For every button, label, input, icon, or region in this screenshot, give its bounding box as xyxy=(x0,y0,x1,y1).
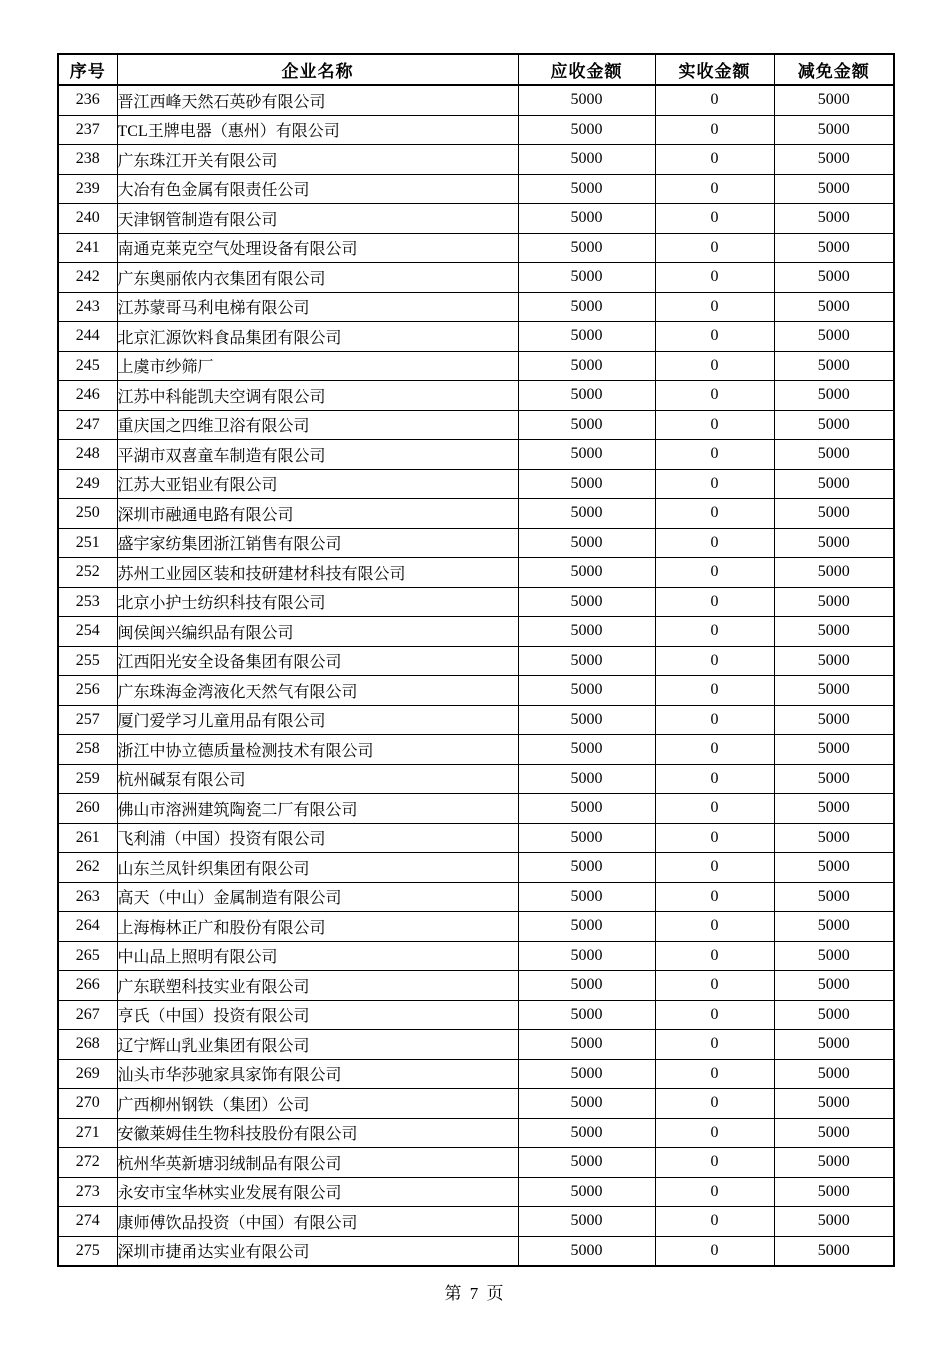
serial-number-cell: 271 xyxy=(58,1118,117,1148)
serial-number-cell: 263 xyxy=(58,882,117,912)
receivable-amount-cell: 5000 xyxy=(518,676,655,706)
company-name-cell: 厦门爱学习儿童用品有限公司 xyxy=(117,705,518,735)
serial-number-cell: 256 xyxy=(58,676,117,706)
waived-amount-cell: 5000 xyxy=(774,735,894,765)
table-body xyxy=(58,85,894,1266)
receivable-amount-cell: 5000 xyxy=(518,912,655,942)
waived-amount-cell: 5000 xyxy=(774,941,894,971)
serial-number-cell: 258 xyxy=(58,735,117,765)
received-amount-cell: 0 xyxy=(655,145,774,175)
serial-number-cell: 247 xyxy=(58,410,117,440)
table-row xyxy=(58,381,894,411)
waived-amount-cell: 5000 xyxy=(774,381,894,411)
header-cell-waived-amount: 减免金额 xyxy=(774,54,894,85)
company-name-cell: 平湖市双喜童车制造有限公司 xyxy=(117,440,518,470)
page-number: 第 7 页 xyxy=(444,1284,506,1303)
serial-number-cell: 242 xyxy=(58,263,117,293)
received-amount-cell: 0 xyxy=(655,1059,774,1089)
company-name-cell: 江西阳光安全设备集团有限公司 xyxy=(117,646,518,676)
receivable-amount-cell: 5000 xyxy=(518,292,655,322)
company-name-cell: 重庆国之四维卫浴有限公司 xyxy=(117,410,518,440)
serial-number-cell: 240 xyxy=(58,204,117,234)
waived-amount-cell: 5000 xyxy=(774,1148,894,1178)
waived-amount-cell: 5000 xyxy=(774,1118,894,1148)
table-row xyxy=(58,941,894,971)
company-name-cell: 北京小护士纺织科技有限公司 xyxy=(117,587,518,617)
company-name-cell: 广东珠海金湾液化天然气有限公司 xyxy=(117,676,518,706)
receivable-amount-cell: 5000 xyxy=(518,204,655,234)
table-row xyxy=(58,1118,894,1148)
receivable-amount-cell: 5000 xyxy=(518,174,655,204)
table-row xyxy=(58,1059,894,1089)
waived-amount-cell: 5000 xyxy=(774,85,894,115)
header-cell-received-amount: 实收金额 xyxy=(655,54,774,85)
receivable-amount-cell: 5000 xyxy=(518,85,655,115)
waived-amount-cell: 5000 xyxy=(774,971,894,1001)
received-amount-cell: 0 xyxy=(655,528,774,558)
company-name-cell: 浙江中协立德质量检测技术有限公司 xyxy=(117,735,518,765)
company-name-cell: 安徽莱姆佳生物科技股份有限公司 xyxy=(117,1118,518,1148)
receivable-amount-cell: 5000 xyxy=(518,115,655,145)
receivable-amount-cell: 5000 xyxy=(518,735,655,765)
received-amount-cell: 0 xyxy=(655,351,774,381)
table-row xyxy=(58,469,894,499)
serial-number-cell: 239 xyxy=(58,174,117,204)
waived-amount-cell: 5000 xyxy=(774,204,894,234)
receivable-amount-cell: 5000 xyxy=(518,410,655,440)
table-row xyxy=(58,1089,894,1119)
received-amount-cell: 0 xyxy=(655,410,774,440)
serial-number-cell: 261 xyxy=(58,823,117,853)
receivable-amount-cell: 5000 xyxy=(518,1148,655,1178)
table-row xyxy=(58,646,894,676)
table-row xyxy=(58,1236,894,1266)
received-amount-cell: 0 xyxy=(655,587,774,617)
receivable-amount-cell: 5000 xyxy=(518,1177,655,1207)
receivable-amount-cell: 5000 xyxy=(518,322,655,352)
received-amount-cell: 0 xyxy=(655,292,774,322)
serial-number-cell: 254 xyxy=(58,617,117,647)
table-row xyxy=(58,558,894,588)
company-name-cell: TCL王牌电器（惠州）有限公司 xyxy=(117,115,518,145)
received-amount-cell: 0 xyxy=(655,764,774,794)
company-name-cell: 杭州碱泵有限公司 xyxy=(117,764,518,794)
table-row xyxy=(58,912,894,942)
serial-number-cell: 257 xyxy=(58,705,117,735)
serial-number-cell: 260 xyxy=(58,794,117,824)
serial-number-cell: 259 xyxy=(58,764,117,794)
received-amount-cell: 0 xyxy=(655,676,774,706)
company-name-cell: 广东奥丽侬内衣集团有限公司 xyxy=(117,263,518,293)
waived-amount-cell: 5000 xyxy=(774,1207,894,1237)
receivable-amount-cell: 5000 xyxy=(518,941,655,971)
serial-number-cell: 272 xyxy=(58,1148,117,1178)
table-row xyxy=(58,322,894,352)
received-amount-cell: 0 xyxy=(655,941,774,971)
company-name-cell: 广东联塑科技实业有限公司 xyxy=(117,971,518,1001)
table-row xyxy=(58,1148,894,1178)
serial-number-cell: 274 xyxy=(58,1207,117,1237)
table-row xyxy=(58,853,894,883)
received-amount-cell: 0 xyxy=(655,971,774,1001)
receivable-amount-cell: 5000 xyxy=(518,764,655,794)
receivable-amount-cell: 5000 xyxy=(518,587,655,617)
table-row xyxy=(58,115,894,145)
received-amount-cell: 0 xyxy=(655,1089,774,1119)
table-row xyxy=(58,499,894,529)
company-name-cell: 佛山市溶洲建筑陶瓷二厂有限公司 xyxy=(117,794,518,824)
waived-amount-cell: 5000 xyxy=(774,1059,894,1089)
table-row xyxy=(58,145,894,175)
company-name-cell: 江苏大亚铝业有限公司 xyxy=(117,469,518,499)
table-row xyxy=(58,1000,894,1030)
company-name-cell: 江苏蒙哥马利电梯有限公司 xyxy=(117,292,518,322)
receivable-amount-cell: 5000 xyxy=(518,381,655,411)
receivable-amount-cell: 5000 xyxy=(518,1118,655,1148)
receivable-amount-cell: 5000 xyxy=(518,528,655,558)
company-name-cell: 大冶有色金属有限责任公司 xyxy=(117,174,518,204)
received-amount-cell: 0 xyxy=(655,705,774,735)
received-amount-cell: 0 xyxy=(655,853,774,883)
company-name-cell: 飞利浦（中国）投资有限公司 xyxy=(117,823,518,853)
waived-amount-cell: 5000 xyxy=(774,292,894,322)
waived-amount-cell: 5000 xyxy=(774,676,894,706)
received-amount-cell: 0 xyxy=(655,204,774,234)
serial-number-cell: 266 xyxy=(58,971,117,1001)
received-amount-cell: 0 xyxy=(655,174,774,204)
serial-number-cell: 236 xyxy=(58,85,117,115)
waived-amount-cell: 5000 xyxy=(774,587,894,617)
receivable-amount-cell: 5000 xyxy=(518,263,655,293)
waived-amount-cell: 5000 xyxy=(774,115,894,145)
serial-number-cell: 248 xyxy=(58,440,117,470)
received-amount-cell: 0 xyxy=(655,1148,774,1178)
receivable-amount-cell: 5000 xyxy=(518,1089,655,1119)
receivable-amount-cell: 5000 xyxy=(518,1000,655,1030)
received-amount-cell: 0 xyxy=(655,115,774,145)
received-amount-cell: 0 xyxy=(655,440,774,470)
header-cell-receivable-amount: 应收金额 xyxy=(518,54,655,85)
table-row xyxy=(58,85,894,115)
company-name-cell: 深圳市捷甬达实业有限公司 xyxy=(117,1236,518,1266)
receivable-amount-cell: 5000 xyxy=(518,646,655,676)
company-name-cell: 晋江西峰天然石英砂有限公司 xyxy=(117,85,518,115)
waived-amount-cell: 5000 xyxy=(774,410,894,440)
waived-amount-cell: 5000 xyxy=(774,469,894,499)
waived-amount-cell: 5000 xyxy=(774,174,894,204)
serial-number-cell: 238 xyxy=(58,145,117,175)
serial-number-cell: 244 xyxy=(58,322,117,352)
receivable-amount-cell: 5000 xyxy=(518,351,655,381)
receivable-amount-cell: 5000 xyxy=(518,1236,655,1266)
waived-amount-cell: 5000 xyxy=(774,322,894,352)
receivable-amount-cell: 5000 xyxy=(518,440,655,470)
waived-amount-cell: 5000 xyxy=(774,882,894,912)
company-name-cell: 天津钢管制造有限公司 xyxy=(117,204,518,234)
serial-number-cell: 245 xyxy=(58,351,117,381)
receivable-amount-cell: 5000 xyxy=(518,499,655,529)
receivable-amount-cell: 5000 xyxy=(518,1207,655,1237)
company-name-cell: 广东珠江开关有限公司 xyxy=(117,145,518,175)
received-amount-cell: 0 xyxy=(655,882,774,912)
serial-number-cell: 246 xyxy=(58,381,117,411)
table-row xyxy=(58,204,894,234)
receivable-amount-cell: 5000 xyxy=(518,1059,655,1089)
table-row xyxy=(58,764,894,794)
header-cell-company-name: 企业名称 xyxy=(117,54,518,85)
receivable-amount-cell: 5000 xyxy=(518,971,655,1001)
serial-number-cell: 251 xyxy=(58,528,117,558)
waived-amount-cell: 5000 xyxy=(774,263,894,293)
header-cell-serial-number: 序号 xyxy=(58,54,117,85)
waived-amount-cell: 5000 xyxy=(774,1000,894,1030)
waived-amount-cell: 5000 xyxy=(774,823,894,853)
table-row xyxy=(58,292,894,322)
company-name-cell: 永安市宝华林实业发展有限公司 xyxy=(117,1177,518,1207)
waived-amount-cell: 5000 xyxy=(774,1236,894,1266)
table-row xyxy=(58,528,894,558)
received-amount-cell: 0 xyxy=(655,1030,774,1060)
table-row xyxy=(58,1207,894,1237)
waived-amount-cell: 5000 xyxy=(774,145,894,175)
waived-amount-cell: 5000 xyxy=(774,617,894,647)
waived-amount-cell: 5000 xyxy=(774,1030,894,1060)
table-row xyxy=(58,971,894,1001)
serial-number-cell: 273 xyxy=(58,1177,117,1207)
company-name-cell: 盛宇家纺集团浙江销售有限公司 xyxy=(117,528,518,558)
table-row xyxy=(58,263,894,293)
received-amount-cell: 0 xyxy=(655,912,774,942)
table-row xyxy=(58,1177,894,1207)
receivable-amount-cell: 5000 xyxy=(518,233,655,263)
company-name-cell: 闽侯闽兴编织品有限公司 xyxy=(117,617,518,647)
receivable-amount-cell: 5000 xyxy=(518,617,655,647)
received-amount-cell: 0 xyxy=(655,381,774,411)
table-row xyxy=(58,794,894,824)
serial-number-cell: 269 xyxy=(58,1059,117,1089)
waived-amount-cell: 5000 xyxy=(774,912,894,942)
received-amount-cell: 0 xyxy=(655,558,774,588)
company-name-cell: 辽宁辉山乳业集团有限公司 xyxy=(117,1030,518,1060)
table-row xyxy=(58,410,894,440)
company-name-cell: 高天（中山）金属制造有限公司 xyxy=(117,882,518,912)
table-row xyxy=(58,440,894,470)
serial-number-cell: 243 xyxy=(58,292,117,322)
company-name-cell: 上虞市纱筛厂 xyxy=(117,351,518,381)
table-row xyxy=(58,174,894,204)
waived-amount-cell: 5000 xyxy=(774,794,894,824)
fee-table xyxy=(57,53,895,1267)
serial-number-cell: 237 xyxy=(58,115,117,145)
received-amount-cell: 0 xyxy=(655,499,774,529)
serial-number-cell: 262 xyxy=(58,853,117,883)
received-amount-cell: 0 xyxy=(655,85,774,115)
received-amount-cell: 0 xyxy=(655,322,774,352)
serial-number-cell: 264 xyxy=(58,912,117,942)
company-name-cell: 江苏中科能凯夫空调有限公司 xyxy=(117,381,518,411)
table-row xyxy=(58,823,894,853)
waived-amount-cell: 5000 xyxy=(774,499,894,529)
serial-number-cell: 267 xyxy=(58,1000,117,1030)
serial-number-cell: 270 xyxy=(58,1089,117,1119)
company-name-cell: 南通克莱克空气处理设备有限公司 xyxy=(117,233,518,263)
table-row xyxy=(58,676,894,706)
table-row xyxy=(58,735,894,765)
company-name-cell: 中山品上照明有限公司 xyxy=(117,941,518,971)
table-row xyxy=(58,233,894,263)
table-row xyxy=(58,882,894,912)
received-amount-cell: 0 xyxy=(655,1118,774,1148)
waived-amount-cell: 5000 xyxy=(774,646,894,676)
serial-number-cell: 241 xyxy=(58,233,117,263)
received-amount-cell: 0 xyxy=(655,469,774,499)
received-amount-cell: 0 xyxy=(655,794,774,824)
waived-amount-cell: 5000 xyxy=(774,233,894,263)
receivable-amount-cell: 5000 xyxy=(518,1030,655,1060)
received-amount-cell: 0 xyxy=(655,1177,774,1207)
receivable-amount-cell: 5000 xyxy=(518,705,655,735)
company-name-cell: 康师傅饮品投资（中国）有限公司 xyxy=(117,1207,518,1237)
received-amount-cell: 0 xyxy=(655,823,774,853)
serial-number-cell: 275 xyxy=(58,1236,117,1266)
table-row xyxy=(58,1030,894,1060)
waived-amount-cell: 5000 xyxy=(774,440,894,470)
receivable-amount-cell: 5000 xyxy=(518,823,655,853)
serial-number-cell: 255 xyxy=(58,646,117,676)
company-name-cell: 北京汇源饮料食品集团有限公司 xyxy=(117,322,518,352)
table-row xyxy=(58,617,894,647)
receivable-amount-cell: 5000 xyxy=(518,794,655,824)
serial-number-cell: 253 xyxy=(58,587,117,617)
receivable-amount-cell: 5000 xyxy=(518,145,655,175)
waived-amount-cell: 5000 xyxy=(774,1089,894,1119)
serial-number-cell: 265 xyxy=(58,941,117,971)
receivable-amount-cell: 5000 xyxy=(518,853,655,883)
received-amount-cell: 0 xyxy=(655,233,774,263)
received-amount-cell: 0 xyxy=(655,1000,774,1030)
received-amount-cell: 0 xyxy=(655,646,774,676)
waived-amount-cell: 5000 xyxy=(774,558,894,588)
company-name-cell: 广西柳州钢铁（集团）公司 xyxy=(117,1089,518,1119)
waived-amount-cell: 5000 xyxy=(774,1177,894,1207)
company-name-cell: 亨氏（中国）投资有限公司 xyxy=(117,1000,518,1030)
company-name-cell: 汕头市华莎驰家具家饰有限公司 xyxy=(117,1059,518,1089)
company-name-cell: 山东兰凤针织集团有限公司 xyxy=(117,853,518,883)
received-amount-cell: 0 xyxy=(655,1236,774,1266)
waived-amount-cell: 5000 xyxy=(774,705,894,735)
received-amount-cell: 0 xyxy=(655,1207,774,1237)
serial-number-cell: 268 xyxy=(58,1030,117,1060)
company-name-cell: 杭州华英新塘羽绒制品有限公司 xyxy=(117,1148,518,1178)
receivable-amount-cell: 5000 xyxy=(518,882,655,912)
waived-amount-cell: 5000 xyxy=(774,528,894,558)
waived-amount-cell: 5000 xyxy=(774,351,894,381)
table-row xyxy=(58,351,894,381)
receivable-amount-cell: 5000 xyxy=(518,558,655,588)
company-name-cell: 苏州工业园区装和技研建材科技有限公司 xyxy=(117,558,518,588)
company-name-cell: 深圳市融通电路有限公司 xyxy=(117,499,518,529)
serial-number-cell: 252 xyxy=(58,558,117,588)
received-amount-cell: 0 xyxy=(655,617,774,647)
receivable-amount-cell: 5000 xyxy=(518,469,655,499)
received-amount-cell: 0 xyxy=(655,263,774,293)
waived-amount-cell: 5000 xyxy=(774,853,894,883)
table-row xyxy=(58,587,894,617)
serial-number-cell: 249 xyxy=(58,469,117,499)
table-row xyxy=(58,705,894,735)
company-name-cell: 上海梅林正广和股份有限公司 xyxy=(117,912,518,942)
received-amount-cell: 0 xyxy=(655,735,774,765)
waived-amount-cell: 5000 xyxy=(774,764,894,794)
serial-number-cell: 250 xyxy=(58,499,117,529)
table-header-row xyxy=(58,54,894,85)
